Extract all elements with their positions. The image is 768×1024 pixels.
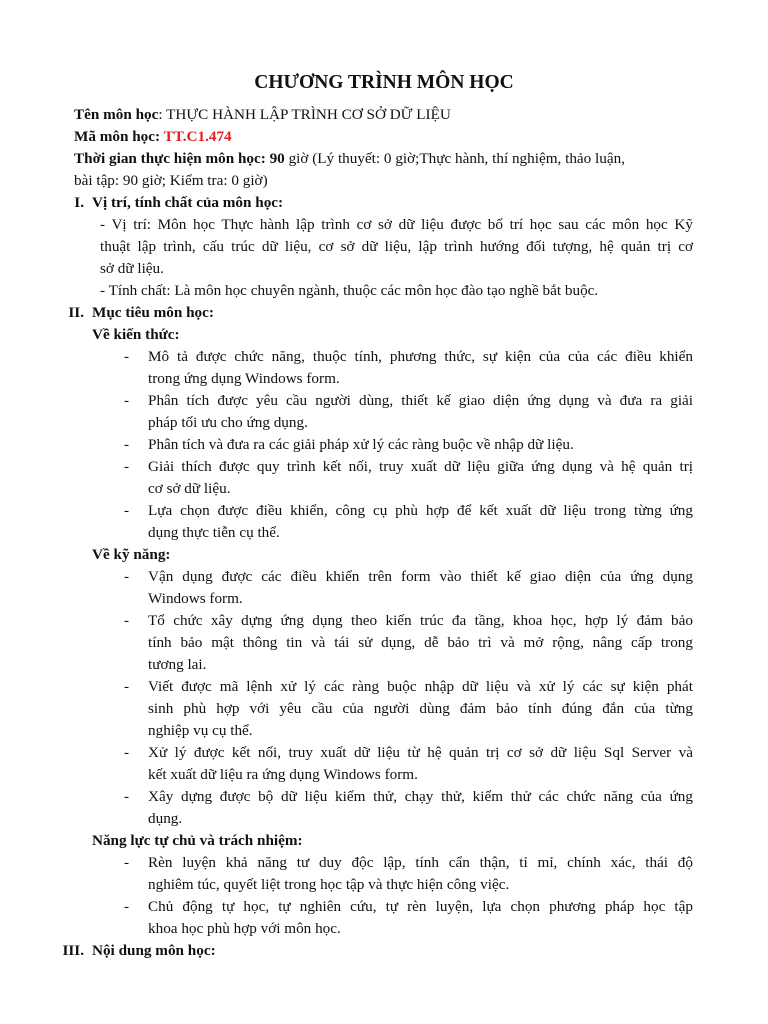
knowledge-heading: Về kiến thức: <box>92 326 180 343</box>
position-line-2: thuật lập trình, cấu trúc dữ liệu, cơ sở dữ liệu, lập trình hướng đối tượng, hệ quản trị cơ <box>100 238 693 255</box>
skills-item: Tổ chức xây dựng ứng dụng theo kiến trúc đa tầng, khoa học, hợp lý đảm bảo tính bảo mật thông tin và tái sử dụng, dễ bảo trì và mở rộng, nâng cấp trong tương lai. <box>148 612 693 673</box>
section-2-number: II. <box>68 304 84 321</box>
duration-line-2: bài tập: 90 giờ; Kiểm tra: 0 giờ) <box>74 172 268 189</box>
autonomy-bullet: - <box>124 898 130 915</box>
knowledge-bullet: - <box>124 458 130 475</box>
skills-heading: Về kỹ năng: <box>92 546 171 563</box>
knowledge-item: Mô tả được chức năng, thuộc tính, phương thức, sự kiện của của các điều khiển trong ứng dụng Windows form. <box>148 348 693 387</box>
skills-bullet: - <box>124 744 130 761</box>
knowledge-item: Phân tích được yêu cầu người dùng, thiết kế giao diện ứng dụng và đưa ra giải pháp tối ưu cho ứng dụng. <box>148 392 693 431</box>
skills-bullet: - <box>124 612 130 629</box>
autonomy-heading: Năng lực tự chủ và trách nhiệm: <box>92 832 303 849</box>
course-name-label: Tên môn học <box>74 106 159 123</box>
skills-bullet: - <box>124 568 130 585</box>
section-1-number: I. <box>74 194 84 211</box>
knowledge-bullet: - <box>124 348 130 365</box>
skills-bullet: - <box>124 678 130 695</box>
section-3-number: III. <box>62 942 84 959</box>
duration-detail: giờ (Lý thuyết: 0 giờ;Thực hành, thí nghiệm, thảo luận, <box>284 150 626 167</box>
position-line-3: sở dữ liệu. <box>100 260 164 277</box>
duration-line <box>74 148 625 170</box>
section-1-nature: - Tính chất: Là môn học chuyên ngành, thuộc các môn học đào tạo nghề bắt buộc. <box>100 282 599 299</box>
knowledge-bullet: - <box>124 436 130 453</box>
knowledge-bullet: - <box>124 502 130 519</box>
autonomy-item: Chủ động tự học, tự nghiên cứu, tự rèn luyện, lựa chọn phương pháp học tập khoa học phù hợp với môn học. <box>148 898 693 937</box>
knowledge-item: Giải thích được quy trình kết nối, truy xuất dữ liệu giữa ứng dụng và hệ quản trị cơ sở dữ liệu. <box>148 458 693 497</box>
skills-bullet: - <box>124 788 130 805</box>
skills-item: Xử lý được kết nối, truy xuất dữ liệu từ hệ quản trị cơ sở dữ liệu Sql Server và kết xuất dữ liệu ra ứng dụng Windows form. <box>148 744 693 783</box>
document-title: CHƯƠNG TRÌNH MÔN HỌC <box>254 72 514 93</box>
skills-item: Viết được mã lệnh xử lý các ràng buộc nhập dữ liệu và xử lý các sự kiện phát sinh phù hợp với yêu cầu của người dùng đảm bảo tính đúng đắn của từng nghiệp vụ cụ thể. <box>148 678 693 739</box>
knowledge-item: Lựa chọn được điều khiển, công cụ phù hợp để kết xuất dữ liệu trong từng ứng dụng thực tiễn cụ thể. <box>148 502 693 541</box>
section-3-heading: Nội dung môn học: <box>92 942 216 959</box>
course-code-value: TT.C1.474 <box>163 128 232 145</box>
skills-item: Vận dụng được các điều khiển trên form vào thiết kế giao diện của ứng dụng Windows form. <box>148 568 693 607</box>
duration-label: Thời gian thực hiện môn học: 90 <box>74 150 285 167</box>
knowledge-bullet: - <box>124 392 130 409</box>
skills-item: Xây dựng được bộ dữ liệu kiểm thử, chạy thử, kiểm thử các chức năng của ứng dụng. <box>148 788 693 827</box>
course-name-line <box>74 104 451 126</box>
position-line-1: - Vị trí: Môn học Thực hành lập trình cơ sở dữ liệu được bố trí học sau các môn học Kỹ <box>100 216 693 233</box>
course-code-label: Mã môn học: <box>74 128 164 145</box>
course-name-value: : THỰC HÀNH LẬP TRÌNH CƠ SỞ DỮ LIỆU <box>158 106 451 123</box>
knowledge-item: Phân tích và đưa ra các giải pháp xử lý các ràng buộc về nhập dữ liệu. <box>148 436 574 453</box>
section-1-heading: Vị trí, tính chất của môn học: <box>92 194 284 211</box>
section-2-heading: Mục tiêu môn học: <box>92 304 214 321</box>
autonomy-item: Rèn luyện khả năng tư duy độc lập, tính cẩn thận, tỉ mỉ, chính xác, thái độ nghiêm túc, quyết liệt trong học tập và thực hiện công việc. <box>148 854 693 893</box>
course-code-line <box>74 126 232 148</box>
autonomy-bullet: - <box>124 854 130 871</box>
section-1-position <box>100 214 693 280</box>
